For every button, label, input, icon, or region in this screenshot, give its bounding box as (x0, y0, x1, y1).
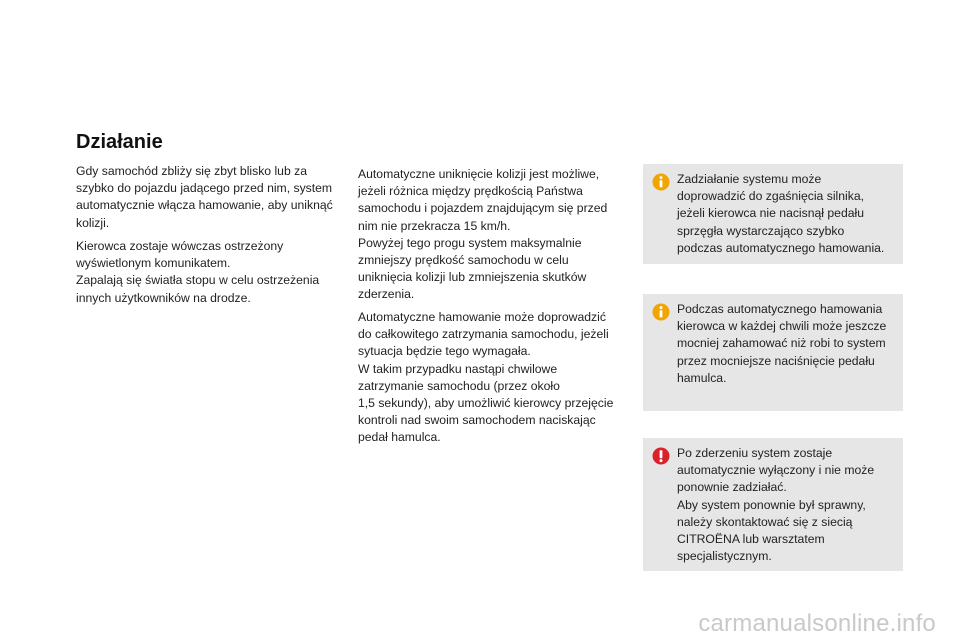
automatic-braking-paragraph (358, 309, 613, 447)
text-line: Podczas automatycznego hamowania (677, 302, 883, 316)
text-line: samochodu i pojazdem znajdującym się przed (358, 201, 608, 216)
text-line: Gdy samochód zbliży się zbyt blisko lub za (76, 164, 307, 178)
text-line: przez mocniejsze naciśnięcie pedału (677, 353, 875, 368)
text-line: W takim przypadku nastąpi chwilowe (358, 361, 558, 376)
info-icon (652, 173, 670, 191)
page-title: Działanie (76, 131, 163, 153)
text-line: sytuacja będzie tego wymagała. (358, 344, 531, 359)
text-line: jeżeli różnica między prędkością Państwa (358, 184, 583, 199)
text-line: zderzenia. (358, 287, 415, 302)
text-line: CITROËNA lub warsztatem (677, 532, 825, 547)
text-line: Zadziałanie systemu może (677, 172, 822, 186)
text-line: nim nie przekracza 15 km/h. (358, 218, 511, 233)
text-line: Powyżej tego progu system maksymalnie (358, 235, 582, 250)
text-line: kolizji. (76, 215, 110, 230)
text-line: sprzęgła wystarczająco szybko (677, 223, 845, 238)
warning-icon (652, 447, 670, 465)
text-line: Zapalają się światła stopu w celu ostrzeżenia (76, 273, 320, 288)
text-line: kierowca w każdej chwili może jeszcze (677, 319, 887, 334)
text-line: Automatyczne hamowanie może doprowadzić (358, 310, 606, 324)
text-line: zmniejszy prędkość samochodu w celu (358, 253, 569, 268)
text-line: Po zderzeniu system zostaje (677, 446, 833, 460)
collision-avoidance-paragraph (358, 166, 607, 304)
watermark: carmanualsonline.info (698, 610, 936, 637)
text-line: automatycznie włącza hamowanie, aby uniknąć (76, 198, 333, 213)
text-line: pedał hamulca. (358, 430, 441, 445)
text-line: Kierowca zostaje wówczas ostrzeżony (76, 239, 284, 253)
text-line: podczas automatycznego hamowania. (677, 240, 885, 255)
text-line: innych użytkowników na drodze. (76, 290, 251, 305)
text-line: Aby system ponownie był sprawny, (677, 497, 866, 512)
text-line: ponownie zadziałać. (677, 480, 787, 495)
text-line: do całkowitego zatrzymania samochodu, jeżeli (358, 327, 609, 342)
text-line: hamulca. (677, 370, 727, 385)
text-line: zatrzymanie samochodu (przez około (358, 378, 560, 393)
text-line: jeżeli kierowca nie nacisnął pedału (677, 206, 864, 221)
intro-paragraph (76, 163, 333, 232)
text-line: automatycznie wyłączony i nie może (677, 463, 875, 478)
info-icon (652, 303, 670, 321)
driver-warning-paragraph (76, 238, 319, 307)
text-line: 1,5 sekundy), aby umożliwić kierowcy przejęcie (358, 396, 614, 411)
info-box-driver-braking (643, 294, 903, 411)
info-box-engine-stall (643, 164, 903, 264)
text-line: doprowadzić do zgaśnięcia silnika, (677, 189, 864, 204)
warning-box-after-collision (643, 438, 903, 571)
text-line: Automatyczne uniknięcie kolizji jest możliwe, (358, 167, 600, 181)
text-line: należy skontaktować się z siecią (677, 514, 853, 529)
text-line: mocniej zahamować niż robi to system (677, 336, 886, 351)
text-line: wyświetlonym komunikatem. (76, 256, 231, 271)
text-line: szybko do pojazdu jadącego przed nim, system (76, 181, 333, 196)
text-line: kontroli nad swoim samochodem naciskając (358, 413, 596, 428)
text-line: specjalistycznym. (677, 549, 772, 564)
text-line: uniknięcia kolizji lub zmniejszenia skutków (358, 270, 587, 285)
